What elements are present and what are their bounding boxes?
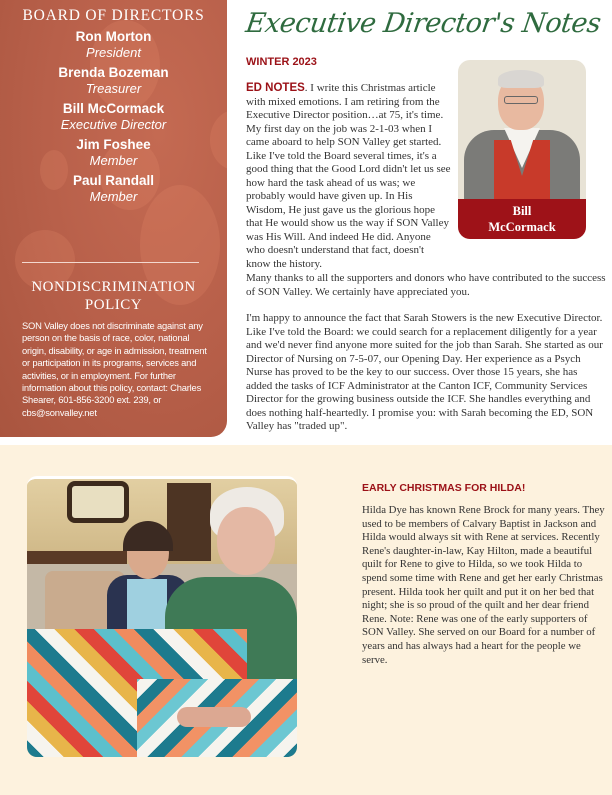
portrait-caption [458,199,586,239]
article-title: Executive Director's Notes [243,8,603,39]
board-title: BOARD OF DIRECTORS [22,7,205,24]
sidebar-divider [22,262,199,263]
member-role: Member [89,189,138,204]
article-paragraph-2: Many thanks to all the supporters and donors who have contributed to the success of SON Valley. We certainly have appreciated you. [246,272,606,298]
nondiscrimination-title-line1: NONDISCRIMINATION [31,279,196,295]
article-paragraph-1 [246,82,451,271]
board-member [0,65,227,96]
member-role: Member [89,153,138,168]
portrait-caption-last: McCormack [488,220,556,234]
board-member-list [0,29,227,209]
article-lead: ED NOTES [246,82,305,94]
member-name: Bill McCormack [62,101,165,116]
member-role: President [86,45,141,60]
article-body [246,272,606,447]
portrait-hair [498,70,544,88]
portrait-caption-first: Bill [512,204,532,218]
hilda-rene-photo [27,476,297,757]
photo-person-right-face [217,507,275,575]
member-name: Paul Randall [72,173,155,188]
article-paragraph-1-text: . I write this Christmas article with mixed emotions. I am retiring from the Executive Director position…at 75, it's time. My first day on the job was 2-1-03 when I came aboard to help SON Valley get started. Like I've told the Board several times, it's a good thing that the Good Lord didn't let us see how hard the task ahead of us was; we probably would have given up. In His Wisdom, He just gave us the glorious hope that He would show us the way if SON Valley was His Will. And indeed He did. Anyone who doesn't understand that fact, doesn't know the history. [246,82,451,270]
board-member [0,29,227,60]
photo-mirror [67,481,129,523]
story-text: Hilda Dye has known Rene Brock for many years. They used to be members of Calvary Baptist in Jackson and Hilda would always sit with Rene at services. Recently Rene's daughter-in-law, Kay Hilton, made a beautiful quilt for Rene to give to Hilda, so we took Hilda to spend some time with Rene and get her early Christmas present. Hilda took her quilt and put it on her bed that night; she is so proud of the quilt and her dear friend Rene. Note: Rene was one of the early supporters of SON Valley. She served on our Board for a number of years and has always had a heart for the people we serve. [362,504,605,666]
member-name: Brenda Bozeman [58,65,169,80]
portrait-glasses [504,96,538,104]
nondiscrimination-title-line2: POLICY [84,297,143,313]
member-name: Ron Morton [75,29,152,44]
nondiscrimination-text: SON Valley does not discriminate against any person on the basis of race, color, national origin, disability, or age in admission, treatment or participation in its programs, services and activities, or in employment. For further information about this policy, contact: Charles Shearer, 601-856-3200 ext. 239, or cbs@sonvalley.net [22,320,207,418]
article-paragraph-3: I'm happy to announce the fact that Sarah Stowers is the new Executive Director. Like I've told the Board: we could search for a replacement diligently for a year and we'd never find anyone more suited for the job than Sarah. She started as our Director of Nursing on 7-5-07, our Opening Day. Her experience as a Psych Nurse has proved to be the key to our success. Over those 15 years, she has added the tasks of ICF Administrator at the Canton ICF, Community Services Director for the growing business outside the ICF. She handles everything and does nothing half-heartedly. I promise you: with Sarah becoming the ED, SON Valley has "traded up". [246,312,603,432]
board-member [0,137,227,168]
board-member [0,173,227,204]
board-member [0,101,227,132]
member-role: Executive Director [60,117,167,132]
director-portrait [458,60,586,239]
member-name: Jim Foshee [76,137,151,152]
nondiscrimination-title [0,278,227,314]
photo-cabinet [167,483,211,561]
photo-hand [177,707,251,727]
member-role: Treasurer [85,81,142,96]
story-title: EARLY CHRISTMAS FOR HILDA! [362,482,526,494]
board-sidebar [0,0,227,437]
issue-label: WINTER 2023 [246,56,317,68]
